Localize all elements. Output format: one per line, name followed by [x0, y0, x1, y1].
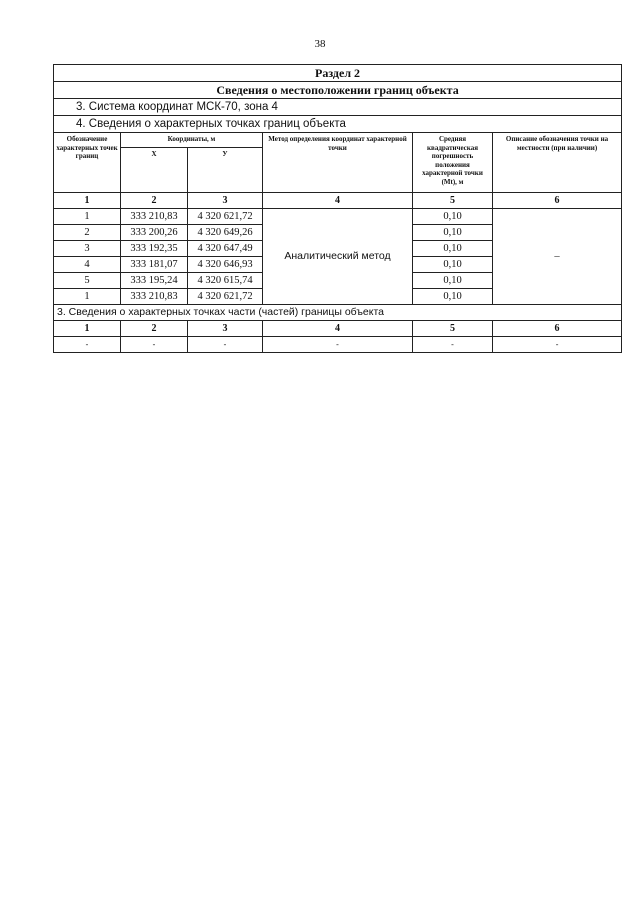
header-y: У — [188, 148, 263, 193]
header-error: Средняя квадратическая погрешность положения характерной точки (Mt), м — [413, 133, 493, 193]
page-number: 38 — [314, 38, 326, 50]
parts-col-number: 2 — [121, 321, 188, 337]
col-number: 3 — [188, 193, 263, 209]
parts-cell: - — [54, 337, 121, 353]
header-description: Описание обозначения точки на местности (при наличии) — [493, 133, 622, 193]
parts-cell: - — [188, 337, 263, 353]
description-cell: – — [493, 209, 622, 305]
parts-col-number: 1 — [54, 321, 121, 337]
point-x: 333 192,35 — [121, 241, 188, 257]
point-x: 333 181,07 — [121, 257, 188, 273]
point-number: 1 — [54, 289, 121, 305]
parts-cell: - — [413, 337, 493, 353]
point-x: 333 195,24 — [121, 273, 188, 289]
parts-col-number: 5 — [413, 321, 493, 337]
point-mt: 0,10 — [413, 241, 493, 257]
point-number: 3 — [54, 241, 121, 257]
point-number: 5 — [54, 273, 121, 289]
parts-col-number: 3 — [188, 321, 263, 337]
parts-cell: - — [493, 337, 622, 353]
parts-col-number: 4 — [263, 321, 413, 337]
point-y: 4 320 649,26 — [188, 225, 263, 241]
points-title-row: 4. Сведения о характерных точках границ объекта — [54, 116, 622, 133]
col-number: 4 — [263, 193, 413, 209]
table-row — [54, 337, 622, 353]
header-method: Метод определения координат характерной точки — [263, 133, 413, 193]
parts-col-number: 6 — [493, 321, 622, 337]
col-number: 2 — [121, 193, 188, 209]
parts-title-row: 3. Сведения о характерных точках части (частей) границы объекта — [54, 305, 622, 321]
point-x: 333 210,83 — [121, 209, 188, 225]
header-designation: Обозначение характерных точек границ — [54, 133, 121, 193]
point-y: 4 320 647,49 — [188, 241, 263, 257]
parts-cell: - — [121, 337, 188, 353]
section-title: Раздел 2 — [54, 65, 622, 82]
point-number: 2 — [54, 225, 121, 241]
point-x: 333 200,26 — [121, 225, 188, 241]
point-y: 4 320 621,72 — [188, 209, 263, 225]
parts-cell: - — [263, 337, 413, 353]
point-x: 333 210,83 — [121, 289, 188, 305]
table-row — [54, 209, 622, 225]
point-mt: 0,10 — [413, 273, 493, 289]
header-x: Х — [121, 148, 188, 193]
method-cell: Аналитический метод — [263, 209, 413, 305]
header-coords: Координаты, м — [121, 133, 263, 148]
point-mt: 0,10 — [413, 209, 493, 225]
col-number: 5 — [413, 193, 493, 209]
col-number: 6 — [493, 193, 622, 209]
boundary-table — [53, 64, 622, 353]
section-subtitle: Сведения о местоположении границ объекта — [54, 82, 622, 99]
point-y: 4 320 615,74 — [188, 273, 263, 289]
point-mt: 0,10 — [413, 225, 493, 241]
col-number: 1 — [54, 193, 121, 209]
point-number: 1 — [54, 209, 121, 225]
point-y: 4 320 646,93 — [188, 257, 263, 273]
point-mt: 0,10 — [413, 289, 493, 305]
point-y: 4 320 621,72 — [188, 289, 263, 305]
point-number: 4 — [54, 257, 121, 273]
point-mt: 0,10 — [413, 257, 493, 273]
coord-system-row: 3. Система координат МСК-70, зона 4 — [54, 99, 622, 116]
